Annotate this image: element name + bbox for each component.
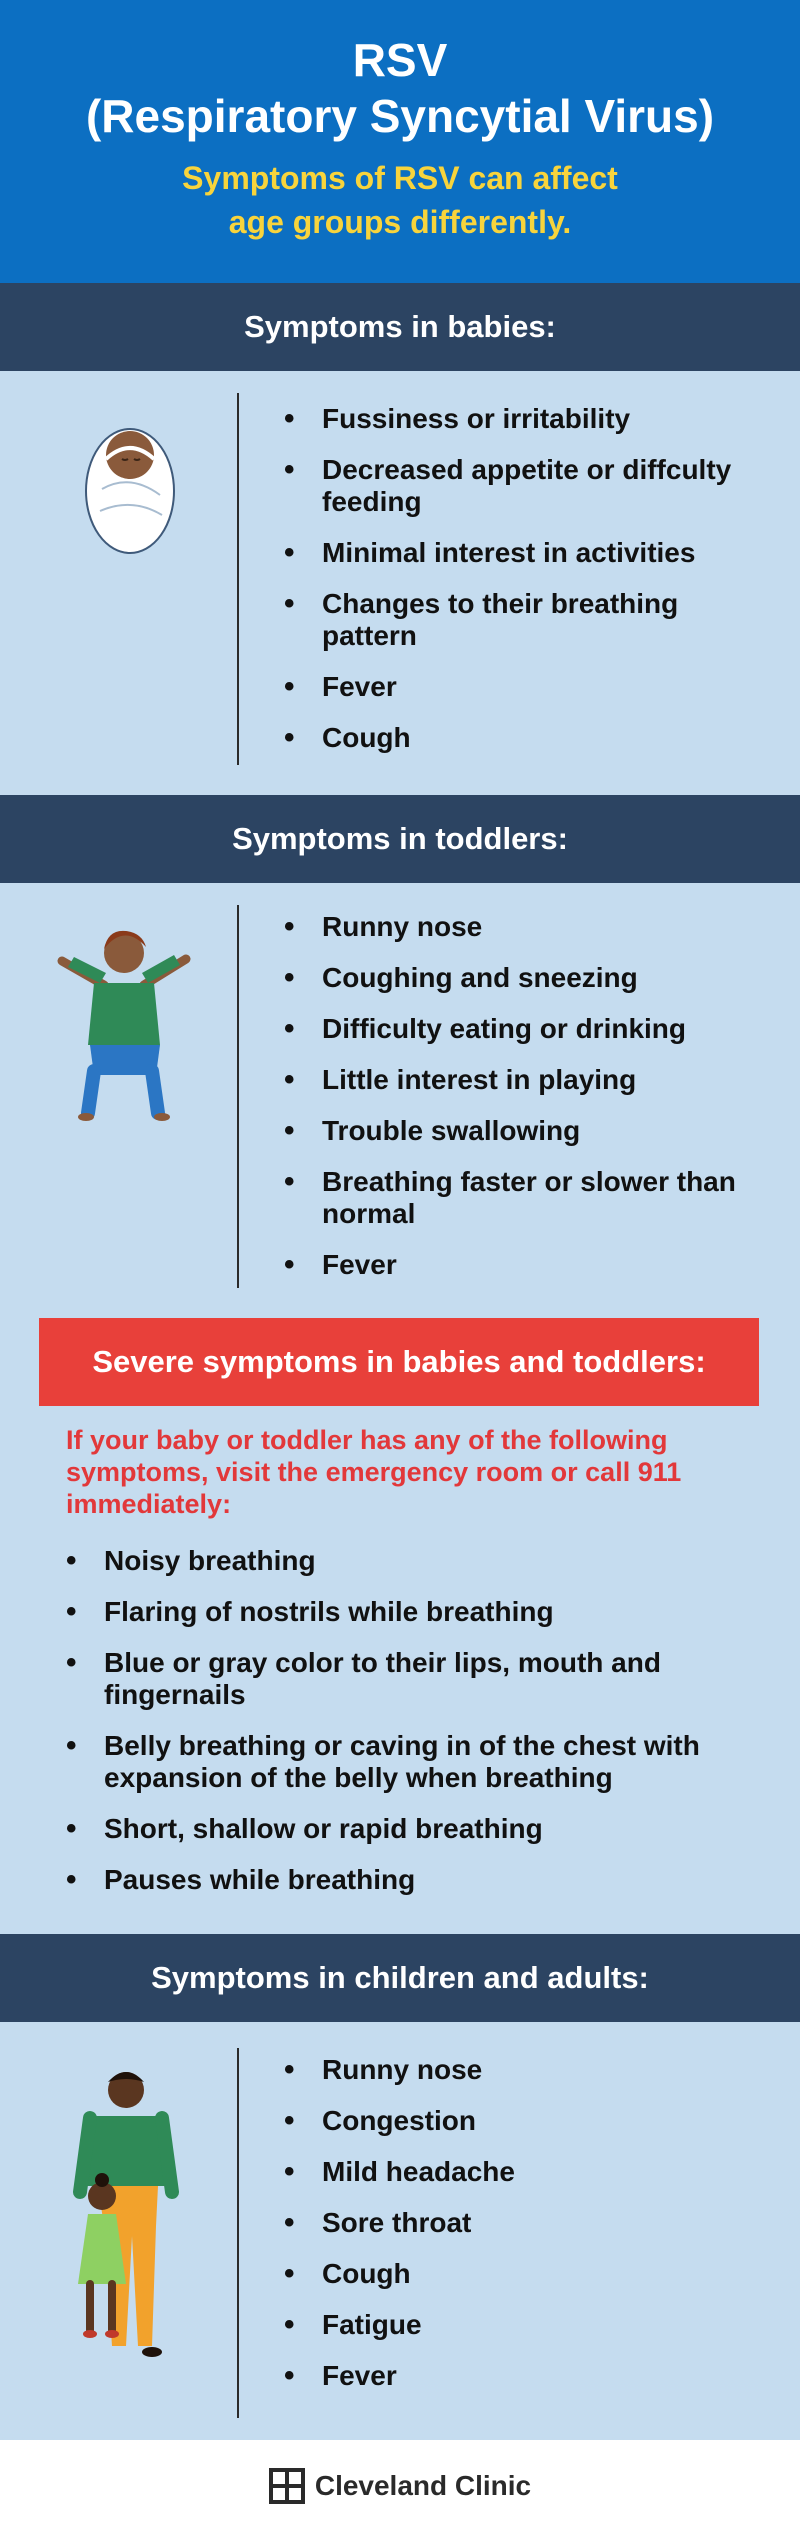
list-item: • Decreased appetite or diffculty feeding bbox=[280, 454, 780, 518]
adults-divider bbox=[237, 2048, 239, 2418]
page-subtitle bbox=[0, 156, 800, 244]
list-item: • Minimal interest in activities bbox=[280, 537, 780, 569]
title-line-1: RSV bbox=[352, 34, 448, 86]
cleveland-clinic-cross-icon bbox=[269, 2468, 305, 2504]
adults-heading-band bbox=[0, 1934, 800, 2022]
list-item: • Cough bbox=[280, 2258, 780, 2290]
list-item: • Mild headache bbox=[280, 2156, 780, 2188]
adult-and-child-icon bbox=[70, 2068, 180, 2368]
list-item: • Blue or gray color to their lips, mouth and fingernails bbox=[62, 1647, 762, 1711]
list-item: • Difficulty eating or drinking bbox=[280, 1013, 780, 1045]
list-item: • Coughing and sneezing bbox=[280, 962, 780, 994]
list-item: • Belly breathing or caving in of the chest with expansion of the belly when breathing bbox=[62, 1730, 762, 1794]
severe-intro-text: If your baby or toddler has any of the following symptoms, visit the emergency room or call 911 immediately: bbox=[66, 1425, 682, 1519]
severe-heading: Severe symptoms in babies and toddlers: bbox=[92, 1344, 706, 1379]
list-item: • Trouble swallowing bbox=[280, 1115, 780, 1147]
list-item: • Noisy breathing bbox=[62, 1545, 762, 1577]
list-item: • Runny nose bbox=[280, 911, 780, 943]
toddler-icon bbox=[54, 923, 194, 1123]
babies-divider bbox=[237, 393, 239, 765]
adults-section bbox=[0, 2022, 800, 2440]
toddlers-heading-band bbox=[0, 795, 800, 883]
toddlers-heading: Symptoms in toddlers: bbox=[232, 821, 568, 856]
footer-brand: Cleveland Clinic bbox=[314, 2469, 532, 2501]
severe-heading-banner bbox=[39, 1318, 759, 1406]
list-item: • Fever bbox=[280, 671, 780, 703]
list-item: • Runny nose bbox=[280, 2054, 780, 2086]
toddlers-section bbox=[0, 883, 800, 1318]
adults-heading: Symptoms in children and adults: bbox=[151, 1960, 649, 1995]
list-item: • Fever bbox=[280, 1249, 780, 1281]
severe-symptom-list bbox=[62, 1545, 762, 1896]
swaddled-baby-icon bbox=[82, 411, 178, 556]
list-item: • Fatigue bbox=[280, 2309, 780, 2341]
babies-section bbox=[0, 371, 800, 795]
toddlers-symptom-list bbox=[280, 911, 780, 1281]
toddlers-divider bbox=[237, 905, 239, 1288]
header bbox=[0, 0, 800, 283]
footer bbox=[0, 2440, 800, 2531]
subtitle-line-2: age groups differently. bbox=[228, 204, 572, 240]
babies-symptom-list bbox=[280, 403, 780, 754]
list-item: • Pauses while breathing bbox=[62, 1864, 762, 1896]
babies-heading-band bbox=[0, 283, 800, 371]
list-item: • Breathing faster or slower than normal bbox=[280, 1166, 780, 1230]
title-line-2: (Respiratory Syncytial Virus) bbox=[85, 90, 715, 142]
page-title bbox=[0, 32, 800, 144]
list-item: • Fever bbox=[280, 2360, 780, 2392]
list-item: • Flaring of nostrils while breathing bbox=[62, 1596, 762, 1628]
list-item: • Changes to their breathing pattern bbox=[280, 588, 780, 652]
list-item: • Fussiness or irritability bbox=[280, 403, 780, 435]
list-item: • Congestion bbox=[280, 2105, 780, 2137]
babies-heading: Symptoms in babies: bbox=[244, 309, 556, 344]
list-item: • Sore throat bbox=[280, 2207, 780, 2239]
subtitle-line-1: Symptoms of RSV can affect bbox=[182, 160, 618, 196]
list-item: • Cough bbox=[280, 722, 780, 754]
list-item: • Short, shallow or rapid breathing bbox=[62, 1813, 762, 1845]
list-item: • Little interest in playing bbox=[280, 1064, 780, 1096]
adults-symptom-list bbox=[280, 2054, 780, 2392]
